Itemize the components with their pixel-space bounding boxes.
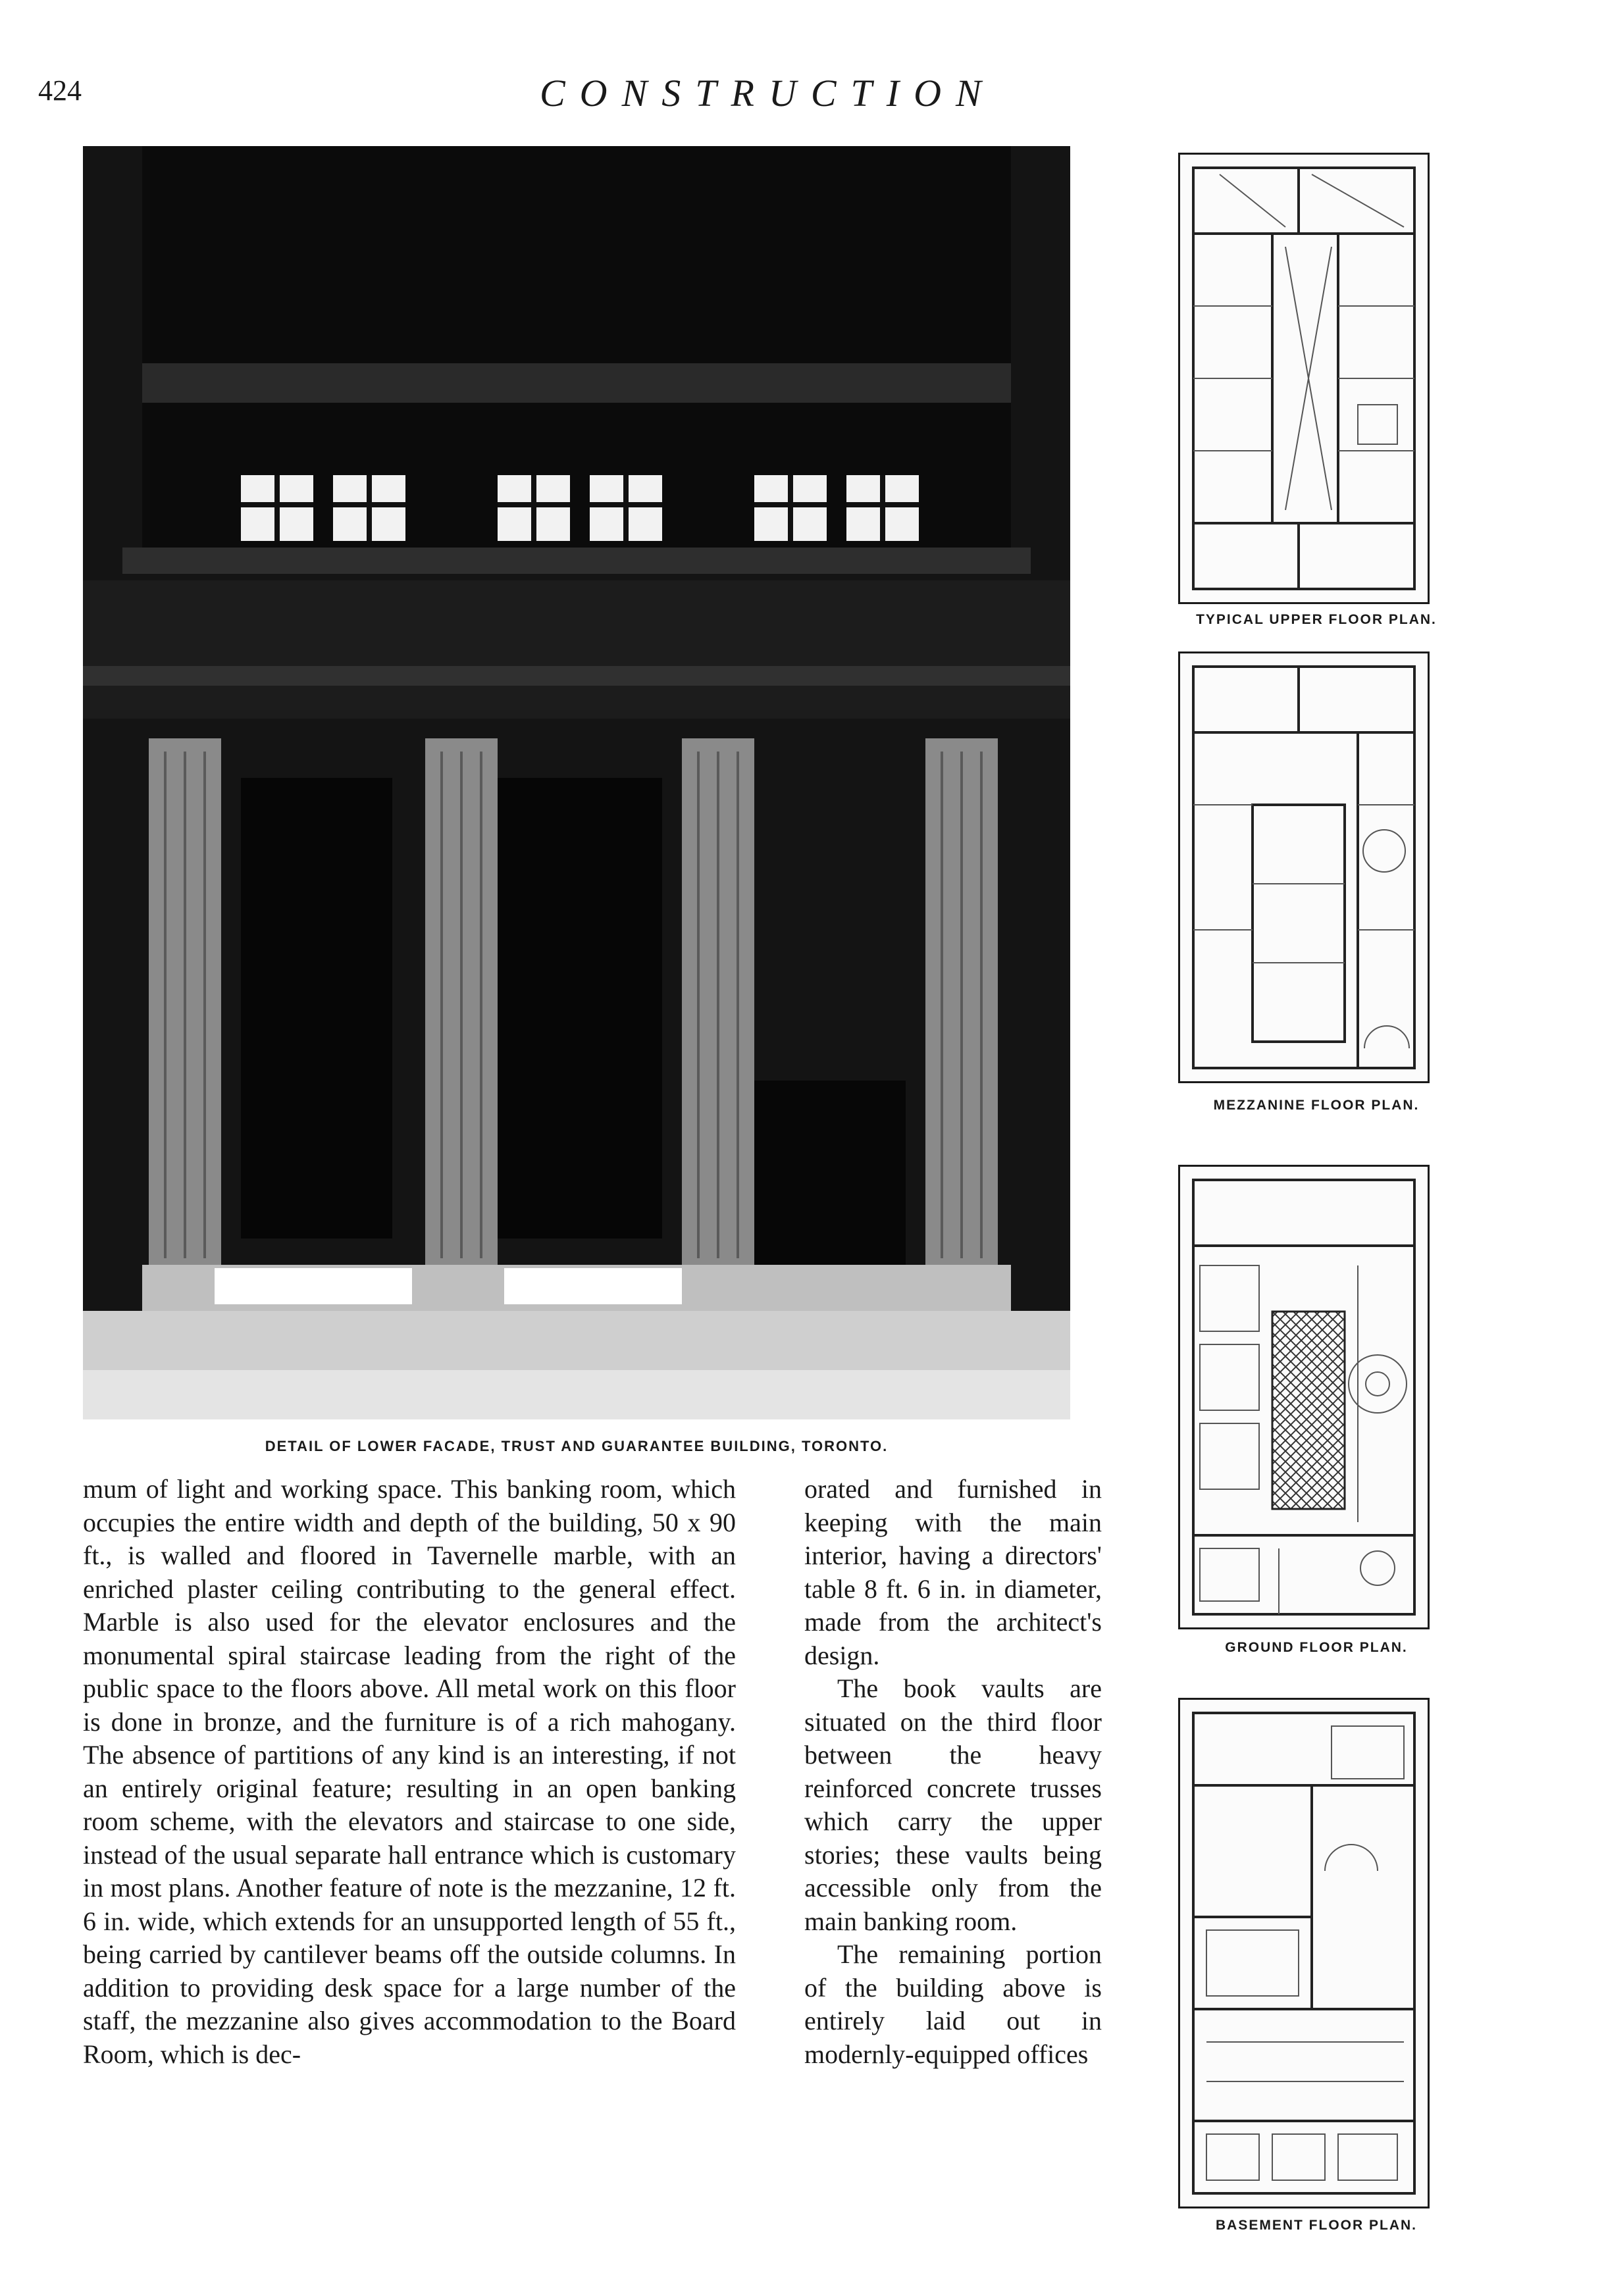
ground-floor-plan (1178, 1165, 1430, 1629)
basement-floor-plan (1178, 1698, 1430, 2208)
paragraph: mum of light and working space. This banking room, which occupies the entire width and depth of the building, 50 x 90 ft., is walled and floored in Tavernelle marble, with an enriched plaster ceiling contributing to the general effect. Marble is also used for the elevator enclosures and the monumental spiral staircase leading from the right of the public space to the floors above. All metal work on this floor is done in bronze, and the furniture is of a rich mahogany. The absence of partitions of any kind is an interesting, if not an entirely original feature; resulting in an open banking room scheme, with the elevators and staircase to one side, instead of the usual separate hall entrance which is customary in most plans. Another feature of note is the mezzanine, 12 ft. 6 in. wide, which extends for an unsupported length of 55 ft., being carried by cantilever beams off the outside columns. In addition to providing desk space for a large number of the staff, the mezzanine also gives accommodation to the Board Room, which is dec- (83, 1474, 736, 2069)
typical-upper-floor-plan (1178, 153, 1430, 604)
facade-photo (83, 146, 1070, 1419)
photo-caption: DETAIL OF LOWER FACADE, TRUST AND GUARANTEE BUILDING, TORONTO. (265, 1438, 889, 1454)
mezzanine-floor-plan (1178, 651, 1430, 1083)
running-title: CONSTRUCTION (540, 72, 996, 115)
paragraph: The remaining portion of the building above is entirely laid out in modernly-equipped offices (804, 1939, 1102, 2069)
article-column-left (83, 1473, 736, 2071)
plan-caption: MEZZANINE FLOOR PLAN. (1213, 1098, 1420, 1113)
paragraph: The book vaults are situated on the third floor between the heavy reinforced concrete trusses which carry the upper stories; these vaults being accessible only from the main banking room. (804, 1673, 1102, 1936)
page-number: 424 (38, 74, 82, 107)
plan-caption: TYPICAL UPPER FLOOR PLAN. (1196, 612, 1437, 627)
article-column-right (804, 1473, 1102, 2071)
paragraph: orated and furnished in keeping with the main interior, having a directors' table 8 ft. 6 in. in diameter, made from the architect's design. (804, 1474, 1102, 1670)
plan-caption: BASEMENT FLOOR PLAN. (1216, 2218, 1417, 2233)
plan-caption: GROUND FLOOR PLAN. (1225, 1640, 1408, 1655)
